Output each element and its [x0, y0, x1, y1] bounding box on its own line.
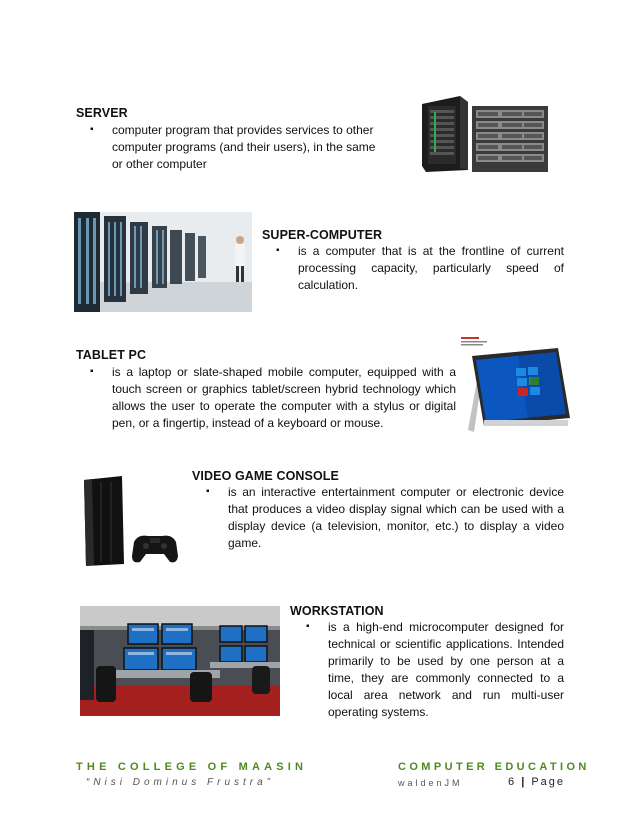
tablet-image	[458, 334, 574, 436]
footer-motto: “Nisi Dominus Frustra”	[86, 777, 275, 788]
square-bullet-icon: ▪	[90, 124, 94, 135]
supercomputer-image	[74, 212, 252, 312]
tablet-bullet	[90, 364, 456, 432]
console-description: is an interactive entertainment computer or electronic device that produces a video display signal which can be used with a display device (a television, monitor, etc.) to display a video game.	[228, 485, 564, 550]
footer-author: waldenJM	[398, 778, 463, 788]
console-bullet	[206, 484, 564, 552]
supercomputer-heading: SUPER-COMPUTER	[262, 228, 383, 242]
server-description	[112, 122, 375, 173]
footer-school-name: THE COLLEGE OF MAASIN	[76, 761, 308, 773]
tablet-heading: TABLET PC	[76, 348, 147, 362]
console-image	[80, 476, 180, 568]
square-bullet-icon: ▪	[206, 486, 210, 497]
footer-page-indicator	[508, 776, 565, 788]
workstation-bullet	[306, 619, 564, 721]
console-heading: VIDEO GAME CONSOLE	[192, 469, 339, 483]
workstation-heading: WORKSTATION	[290, 604, 384, 618]
server-line-3: or other computer	[112, 157, 207, 171]
square-bullet-icon: ▪	[276, 245, 280, 256]
server-heading: SERVER	[76, 106, 128, 120]
server-image	[414, 92, 554, 174]
tablet-description: is a laptop or slate-shaped mobile computer, equipped with a touch screen or graphics tablet/screen hybrid technology which allows the user to operate the computer with a stylus or digital pen, or a fingertip, instead of a keyboard or mouse.	[112, 365, 456, 430]
supercomputer-bullet	[276, 243, 564, 294]
server-line-2: computer programs (and their users), in the same	[112, 140, 376, 154]
workstation-description: is a high-end microcomputer designed for technical or scientific applications. Intended primarily to be used by one person at a time, they are commonly connected to a local area network and run multi-user operating systems.	[328, 620, 564, 719]
square-bullet-icon: ▪	[90, 366, 94, 377]
supercomputer-description: is a computer that is at the frontline of current processing capacity, particularly speed of calculation.	[298, 244, 564, 292]
workstation-image	[80, 606, 280, 716]
server-bullet	[90, 122, 400, 173]
footer-department: COMPUTER EDUCATION	[398, 761, 590, 773]
page-label: Page	[531, 776, 566, 788]
page-number: 6	[508, 776, 517, 788]
square-bullet-icon: ▪	[306, 621, 310, 632]
page-separator: |	[521, 776, 527, 788]
server-line-1: computer program that provides services to other	[112, 123, 374, 137]
